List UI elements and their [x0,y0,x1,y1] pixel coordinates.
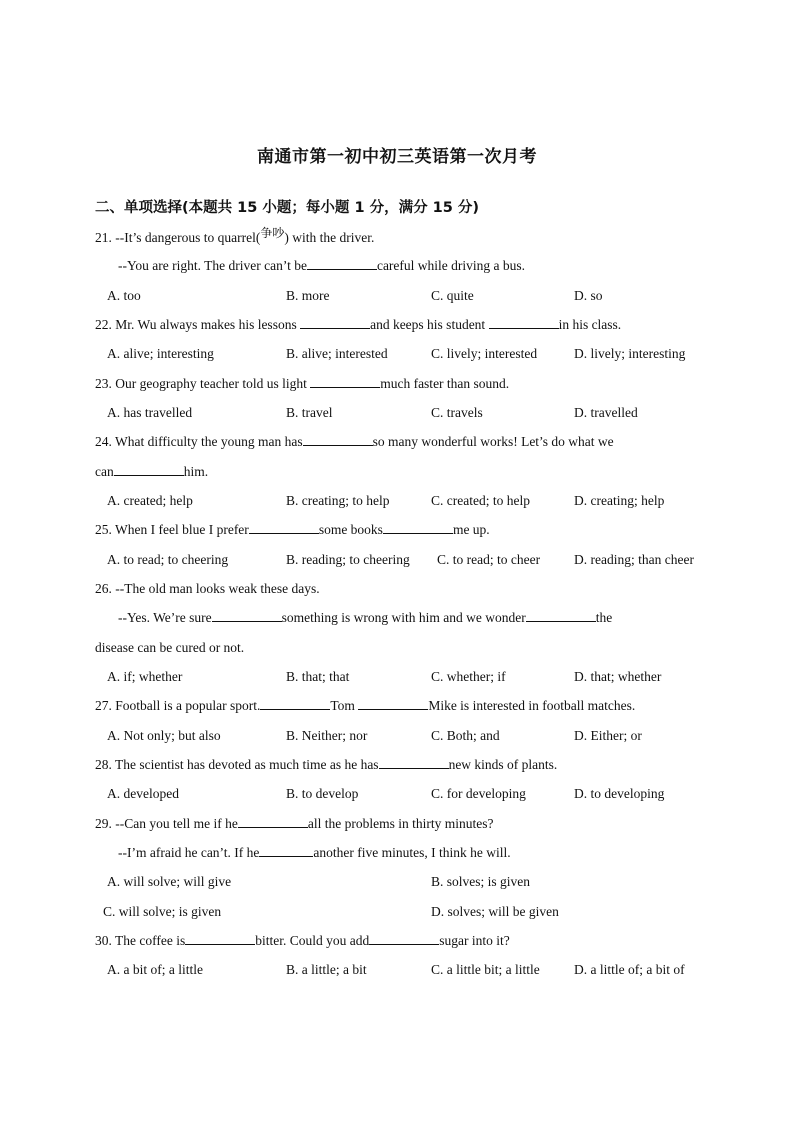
q27-option-d: D. Either; or [574,728,642,743]
answer-blank [260,697,330,710]
answer-blank [259,844,313,857]
q25-option-a: A. to read; to cheering [107,552,229,567]
q26-option-a: A. if; whether [107,669,183,684]
q22-stem-b: and keeps his student [370,317,489,332]
q23-option-c: C. travels [431,405,483,420]
q27-option-a: A. Not only; but also [107,728,221,743]
q29-option-b: B. solves; is given [431,874,531,889]
q25-stem-c: me up. [452,522,490,537]
q30-option-a: A. a bit of; a little [107,962,203,977]
question-21-line2 [118,257,525,275]
q28-option-d: D. to developing [574,786,665,801]
answer-blank [379,756,449,769]
q28-option-b: B. to develop [286,786,359,801]
answer-blank [185,932,255,945]
q22-option-d: D. lively; interesting [574,346,686,361]
q22-option-c: C. lively; interested [431,346,538,361]
answer-blank [383,521,453,534]
q23-option-d: D. travelled [574,405,638,420]
section-heading: 二、单项选择(本题共 15 小题；每小题 1 分，满分 15 分) [95,200,479,216]
q26-line2-a: --Yes. We’re sure [118,610,212,625]
q23-option-a: A. has travelled [107,405,193,420]
question-29 [95,815,493,833]
q30-option-d: D. a little of; a bit of [574,962,685,977]
q30-option-c: C. a little bit; a little [431,962,540,977]
q23-stem-b: much faster than sound. [380,376,510,391]
question-22 [95,316,621,334]
q24-option-a: A. created; help [107,493,193,508]
answer-blank [212,609,282,622]
q30-stem-c: sugar into it? [439,933,510,948]
q22-stem-a: 22. Mr. Wu always makes his lessons [95,317,301,332]
answer-blank [369,932,439,945]
answer-blank [310,375,380,388]
q25-option-c: C. to read; to cheer [437,552,541,567]
q22-stem-c: in his class. [558,317,622,332]
q27-stem-a: 27. Football is a popular sport. [95,698,261,713]
q29-option-a: A. will solve; will give [107,874,232,889]
question-25 [95,521,490,539]
q27-stem-b: Tom [330,698,359,713]
q30-stem-a: 30. The coffee is [95,933,186,948]
q24-line2-b: him. [183,464,209,479]
question-24-line2 [95,463,208,481]
q29-option-c: C. will solve; is given [103,904,222,919]
q24-line2-a: can [95,464,114,479]
q23-option-b: B. travel [286,405,333,420]
question-28 [95,756,557,774]
answer-blank [489,316,559,329]
q27-stem-c: Mike is interested in football matches. [428,698,636,713]
q29-stem-a: 29. --Can you tell me if he [95,816,238,831]
q22-option-a: A. alive; interesting [107,346,214,361]
q26-line2-b: something is wrong with him and we wonder [281,610,526,625]
q24-option-d: D. creating; help [574,493,665,508]
q25-option-b: B. reading; to cheering [286,552,410,567]
answer-blank [307,257,377,270]
q29-stem-b: all the problems in thirty minutes? [307,816,494,831]
q21-line2-b: careful while driving a bus. [376,258,526,273]
answer-blank [249,521,319,534]
q21-option-d: D. so [574,288,603,303]
q25-stem-b: some books [318,522,383,537]
question-30 [95,932,510,950]
q21-stem-b: ) with the driver. [284,230,375,245]
question-26: 26. --The old man looks weak these days. [95,581,320,596]
q30-option-b: B. a little; a bit [286,962,367,977]
q29-line2-b: another five minutes, I think he will. [313,845,511,860]
question-29-line2 [118,844,511,862]
question-27 [95,697,635,715]
q21-line2-a: --You are right. The driver can’t be [118,258,307,273]
q21-option-b: B. more [286,288,330,303]
answer-blank [303,433,373,446]
q21-option-c: C. quite [431,288,474,303]
q28-stem-b: new kinds of plants. [448,757,558,772]
q26-line2-c: the [595,610,613,625]
q21-option-a: A. too [107,288,141,303]
q23-stem-a: 23. Our geography teacher told us light [95,376,311,391]
answer-blank [526,609,596,622]
answer-blank [114,463,184,476]
q22-option-b: B. alive; interested [286,346,388,361]
q24-stem-a: 24. What difficulty the young man has [95,434,303,449]
q30-stem-b: bitter. Could you add [255,933,370,948]
q28-stem-a: 28. The scientist has devoted as much time as he has [95,757,379,772]
answer-blank [238,815,308,828]
q25-option-d: D. reading; than cheer [574,552,694,567]
q24-option-b: B. creating; to help [286,493,390,508]
q26-option-b: B. that; that [286,669,350,684]
q28-option-a: A. developed [107,786,179,801]
q24-option-c: C. created; to help [431,493,530,508]
q24-stem-b: so many wonderful works! Let’s do what we [372,434,614,449]
q26-option-d: D. that; whether [574,669,662,684]
answer-blank [300,316,370,329]
answer-blank [358,697,428,710]
q29-line2-a: --I’m afraid he can’t. If he [118,845,260,860]
q26-option-c: C. whether; if [431,669,506,684]
q21-annotation: 争吵 [260,226,285,240]
question-26-line3: disease can be cured or not. [95,640,245,655]
question-23 [95,375,509,393]
q25-stem-a: 25. When I feel blue I prefer [95,522,249,537]
q28-option-c: C. for developing [431,786,526,801]
question-21 [95,226,375,247]
q21-stem-a: 21. --It’s dangerous to quarrel( [95,230,261,245]
question-26-line2 [118,609,612,627]
q27-option-c: C. Both; and [431,728,500,743]
page-title: 南通市第一初中初三英语第一次月考 [257,147,537,167]
q27-option-b: B. Neither; nor [286,728,368,743]
q29-option-d: D. solves; will be given [431,904,559,919]
question-24 [95,433,614,451]
